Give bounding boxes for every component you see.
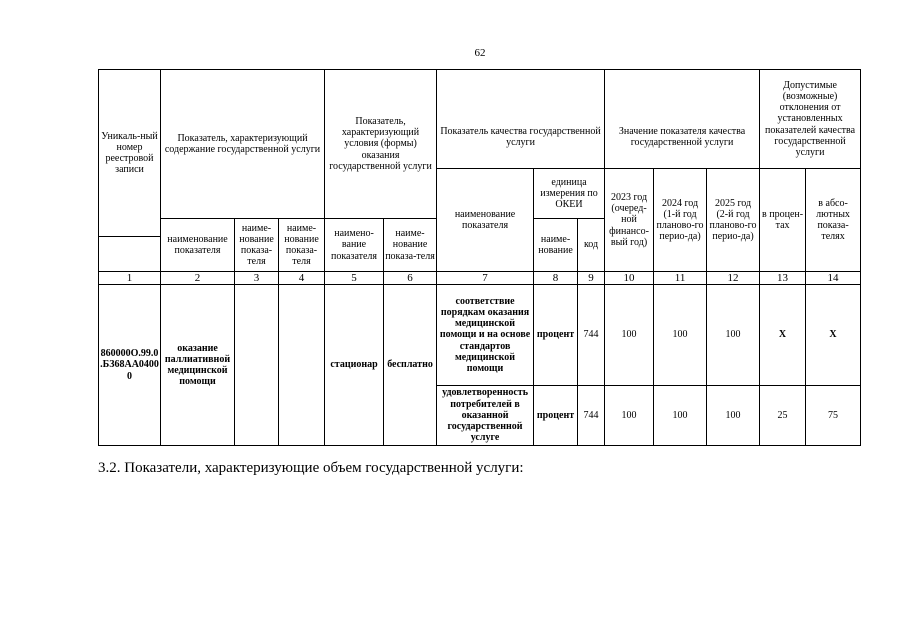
header-quality-value: Значение показателя качества государственной услуги xyxy=(605,70,760,169)
header-quality-indicator: Показатель качества государственной услуги xyxy=(437,70,605,169)
column-number: 8 xyxy=(534,272,578,285)
sub-header-name-5: наимено-вание показателя xyxy=(325,219,384,272)
column-number: 2 xyxy=(161,272,235,285)
service-content: оказание паллиативной медицинской помощи xyxy=(161,285,235,446)
value-2024: 100 xyxy=(654,386,707,446)
deviation-percent: X xyxy=(760,285,806,386)
value-2025: 100 xyxy=(707,386,760,446)
column-number: 10 xyxy=(605,272,654,285)
header-deviations: Допустимые (возможные) отклонения от установленных показателей качества государственной услуги xyxy=(760,70,861,169)
sub-header-name-4: наиме-нование показа-теля xyxy=(279,219,325,272)
column-number: 5 xyxy=(325,272,384,285)
column-number: 4 xyxy=(279,272,325,285)
value-2023: 100 xyxy=(605,386,654,446)
header-unit-name: наиме-нование xyxy=(534,219,578,272)
value-2023: 100 xyxy=(605,285,654,386)
value-2024: 100 xyxy=(654,285,707,386)
header-conditions-indicator: Показатель, характеризующий условия (формы) оказания государственной услуги xyxy=(325,70,437,219)
page-number: 62 xyxy=(474,47,486,59)
header-year-2024: 2024 год (1-й год планово-го перио-да) xyxy=(654,169,707,272)
condition-form: стационар xyxy=(325,285,384,446)
column-number: 14 xyxy=(806,272,861,285)
header-content-indicator: Показатель, характеризующий содержание государственной услуги xyxy=(161,70,325,219)
unit-name: процент xyxy=(534,285,578,386)
section-title: 3.2. Показатели, характеризующие объем государственной услуги: xyxy=(98,460,524,476)
registry-number: 860000О.99.0.БЗ68АА04000 xyxy=(99,285,161,446)
column-number: 7 xyxy=(437,272,534,285)
header-in-percent: в процен-тах xyxy=(760,169,806,272)
column-number: 13 xyxy=(760,272,806,285)
column-number: 9 xyxy=(578,272,605,285)
column-number: 6 xyxy=(384,272,437,285)
deviation-absolute: 75 xyxy=(806,386,861,446)
unit-code: 744 xyxy=(578,386,605,446)
header-unique-number: Уникаль-ный номер реестровой записи xyxy=(99,70,161,237)
condition-payment: бесплатно xyxy=(384,285,437,446)
quality-indicators-table xyxy=(98,69,861,446)
indicator-name: удовлетворенность потребителей в оказанной государственной услуге xyxy=(437,386,534,446)
column-number: 3 xyxy=(235,272,279,285)
unit-code: 744 xyxy=(578,285,605,386)
deviation-absolute: X xyxy=(806,285,861,386)
sub-header-name-2: наименование показателя xyxy=(161,219,235,272)
sub-header-name-6: наиме-нование показа-теля xyxy=(384,219,437,272)
sub-header-name-3: наиме-нование показа-теля xyxy=(235,219,279,272)
header-indicator-name: наименование показателя xyxy=(437,169,534,272)
column-number: 12 xyxy=(707,272,760,285)
column-number: 1 xyxy=(99,272,161,285)
deviation-percent: 25 xyxy=(760,386,806,446)
column-number: 11 xyxy=(654,272,707,285)
header-year-2023: 2023 год (очеред-ной финансо-вый год) xyxy=(605,169,654,272)
header-unit-okei: единица измерения по ОКЕИ xyxy=(534,169,605,219)
unit-name: процент xyxy=(534,386,578,446)
value-2025: 100 xyxy=(707,285,760,386)
header-unit-code: код xyxy=(578,219,605,272)
header-in-absolute: в абсо-лютных показа-телях xyxy=(806,169,861,272)
header-year-2025: 2025 год (2-й год планово-го перио-да) xyxy=(707,169,760,272)
indicator-name: соответствие порядкам оказания медицинской помощи и на основе стандартов медицинской помощи xyxy=(437,285,534,386)
